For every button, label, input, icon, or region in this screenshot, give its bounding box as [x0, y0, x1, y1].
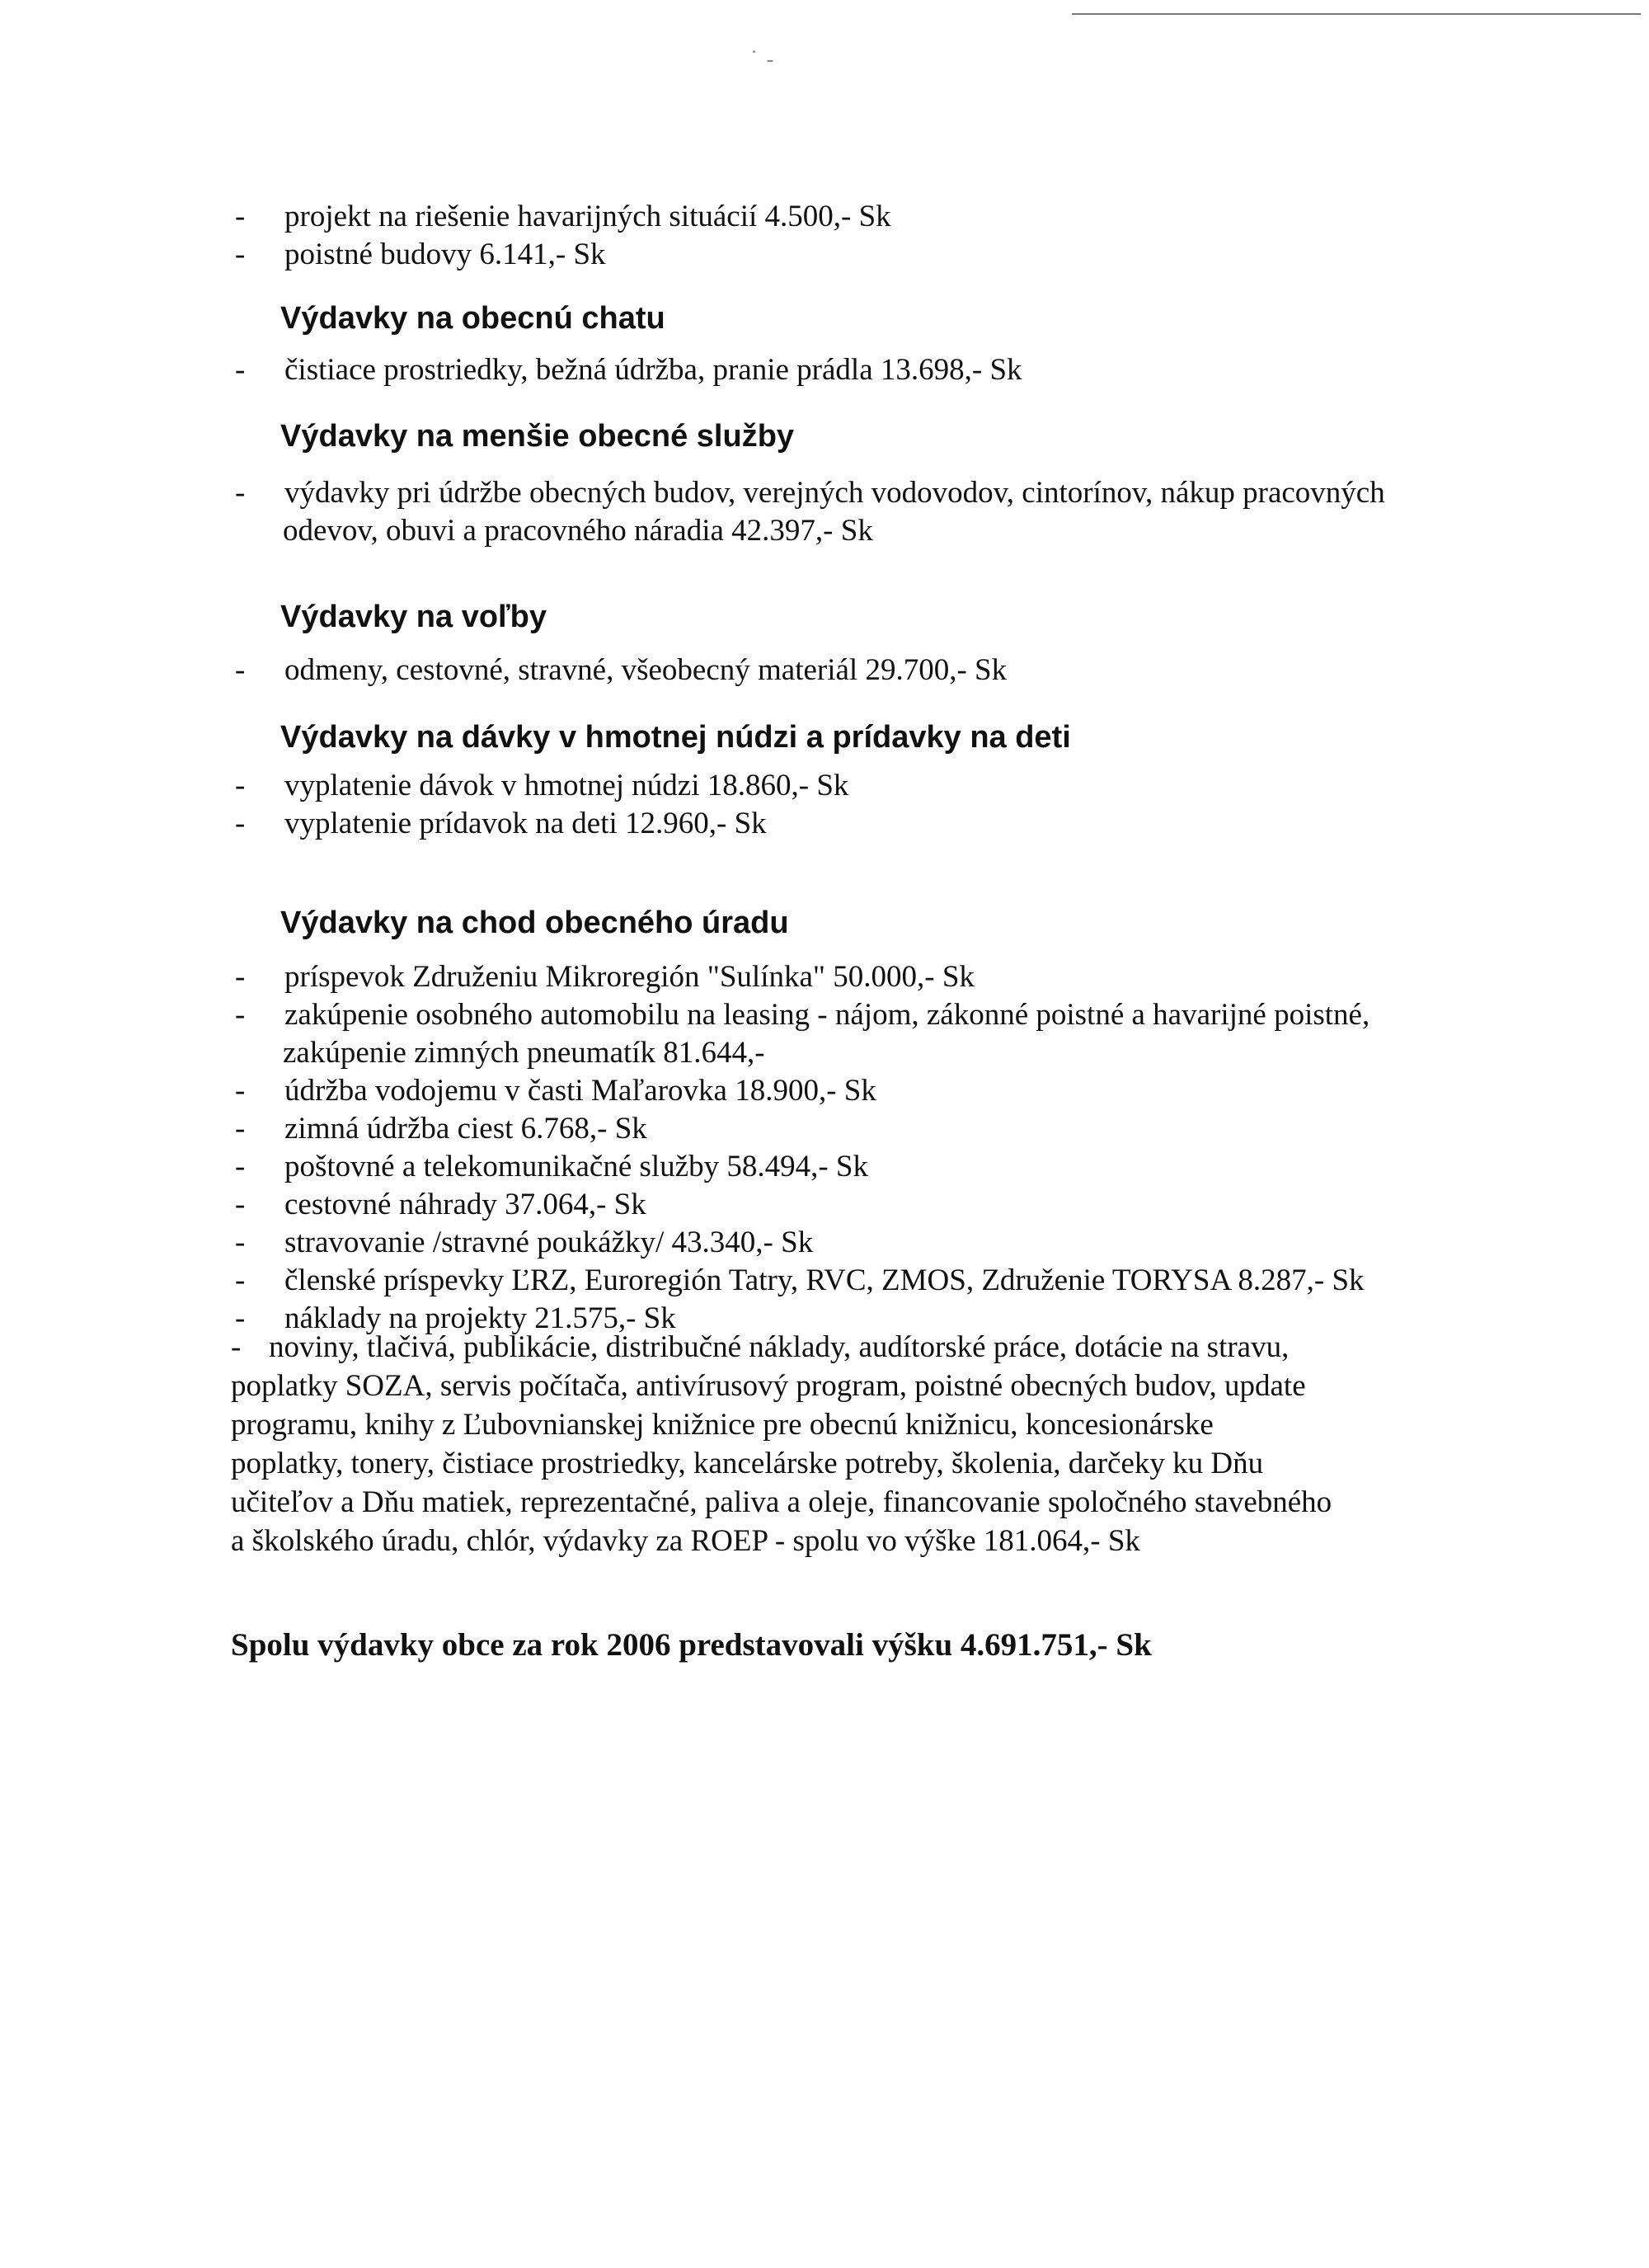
- section-heading: Výdavky na obecnú chatu: [280, 301, 665, 336]
- paragraph-line: [231, 1328, 1426, 1367]
- urad-list: [0, 958, 1649, 1338]
- list-dash: -: [235, 1301, 246, 1335]
- list-dash: -: [235, 200, 246, 233]
- list-dash: -: [235, 960, 246, 994]
- paragraph-text: noviny, tlačivá, publikácie, distribučné náklady, audítorské práce, dotácie na stravu,: [269, 1330, 1290, 1364]
- list-item-continuation: [0, 512, 1649, 550]
- scan-edge-line: [1072, 13, 1641, 15]
- urad-summary-paragraph: [231, 1328, 1426, 1560]
- list-item: [0, 351, 1649, 389]
- sluzby-list: [0, 474, 1649, 550]
- list-item-text: členské príspevky ĽRZ, Euroregión Tatry, RVC, ZMOS, Združenie TORYSA 8.287,- Sk: [284, 1263, 1365, 1297]
- list-item: [0, 474, 1649, 512]
- list-item-text: vyplatenie dávok v hmotnej núdzi 18.860,- Sk: [284, 769, 849, 802]
- list-dash: -: [235, 1226, 246, 1259]
- list-dash: -: [235, 238, 246, 271]
- list-item: [0, 1262, 1649, 1300]
- list-item-text: zakúpenie zimných pneumatík 81.644,-: [283, 1036, 765, 1070]
- list-dash: -: [235, 1074, 246, 1108]
- list-item-text: poistné budovy 6.141,- Sk: [284, 238, 606, 271]
- list-dash: -: [235, 1112, 246, 1146]
- list-dash: -: [235, 807, 246, 840]
- total-summary: Spolu výdavky obce za rok 2006 predstavovali výšku 4.691.751,- Sk: [231, 1627, 1152, 1663]
- list-item-text: náklady na projekty 21.575,- Sk: [284, 1301, 676, 1335]
- list-item-text: údržba vodojemu v časti Maľarovka 18.900,- Sk: [284, 1074, 876, 1108]
- list-item-text: projekt na riešenie havarijných situácií 4.500,- Sk: [284, 200, 891, 233]
- list-item-text: odmeny, cestovné, stravné, všeobecný materiál 29.700,- Sk: [284, 653, 1008, 687]
- volby-list: [0, 652, 1649, 689]
- list-dash: -: [235, 1188, 246, 1221]
- list-dash: -: [231, 1330, 242, 1364]
- list-item-text: zakúpenie osobného automobilu na leasing - nájom, zákonné poistné a havarijné poistné,: [284, 998, 1370, 1032]
- paragraph-line: a školského úradu, chlór, výdavky za ROEP - spolu vo výške 181.064,- Sk: [231, 1524, 1140, 1558]
- list-dash: -: [235, 1150, 246, 1183]
- list-item: [0, 1148, 1649, 1186]
- paragraph-line: programu, knihy z Ľubovnianskej knižnice pre obecnú knižnicu, koncesionárske: [231, 1408, 1214, 1442]
- section-heading: Výdavky na menšie obecné služby: [280, 419, 795, 454]
- list-item: [0, 958, 1649, 996]
- list-item-text: cestovné náhrady 37.064,- Sk: [284, 1188, 646, 1221]
- paragraph-line: poplatky, tonery, čistiace prostriedky, kancelárske potreby, školenia, darčeky ku Dňu: [231, 1447, 1264, 1480]
- paragraph-line: poplatky SOZA, servis počítača, antivírusový program, poistné obecných budov, update: [231, 1369, 1306, 1403]
- list-item: [0, 805, 1649, 843]
- list-dash: -: [235, 769, 246, 802]
- list-item-text: čistiace prostriedky, bežná údržba, pranie prádla 13.698,- Sk: [284, 353, 1022, 387]
- list-item-text: vyplatenie prídavok na deti 12.960,- Sk: [284, 807, 767, 840]
- insurance-list: [0, 198, 1649, 274]
- list-dash: -: [235, 476, 246, 510]
- list-item-text: výdavky pri údržbe obecných budov, verejných vodovodov, cintorínov, nákup pracovných: [284, 476, 1385, 510]
- list-item: [0, 1072, 1649, 1110]
- davky-list: [0, 767, 1649, 843]
- paragraph-line: učiteľov a Dňu matiek, reprezentačné, paliva a oleje, financovanie spoločného stavebného: [231, 1485, 1332, 1519]
- list-item: [0, 1110, 1649, 1148]
- list-item-continuation: [0, 1034, 1649, 1072]
- list-item: [0, 652, 1649, 689]
- list-item-text: stravovanie /stravné poukážky/ 43.340,- Sk: [284, 1226, 814, 1259]
- section-heading: Výdavky na voľby: [280, 600, 547, 634]
- section-heading: Výdavky na dávky v hmotnej núdzi a prídavky na deti: [280, 720, 1071, 755]
- list-item: [0, 236, 1649, 274]
- list-item: [0, 1186, 1649, 1224]
- scan-mark: ˙ -: [749, 48, 774, 73]
- chatu-list: [0, 351, 1649, 389]
- list-item-text: odevov, obuvi a pracovného náradia 42.397,- Sk: [283, 514, 873, 548]
- list-item: [0, 198, 1649, 236]
- list-item-text: poštovné a telekomunikačné služby 58.494,- Sk: [284, 1150, 869, 1183]
- list-item: [0, 767, 1649, 805]
- list-dash: -: [235, 998, 246, 1032]
- list-dash: -: [235, 653, 246, 687]
- list-item-text: zimná údržba ciest 6.768,- Sk: [284, 1112, 647, 1146]
- list-item-text: príspevok Združeniu Mikroregión "Sulínka" 50.000,- Sk: [284, 960, 975, 994]
- section-heading: Výdavky na chod obecného úradu: [280, 906, 789, 940]
- list-item: [0, 996, 1649, 1034]
- list-dash: -: [235, 1263, 246, 1297]
- list-dash: -: [235, 353, 246, 387]
- list-item: [0, 1224, 1649, 1262]
